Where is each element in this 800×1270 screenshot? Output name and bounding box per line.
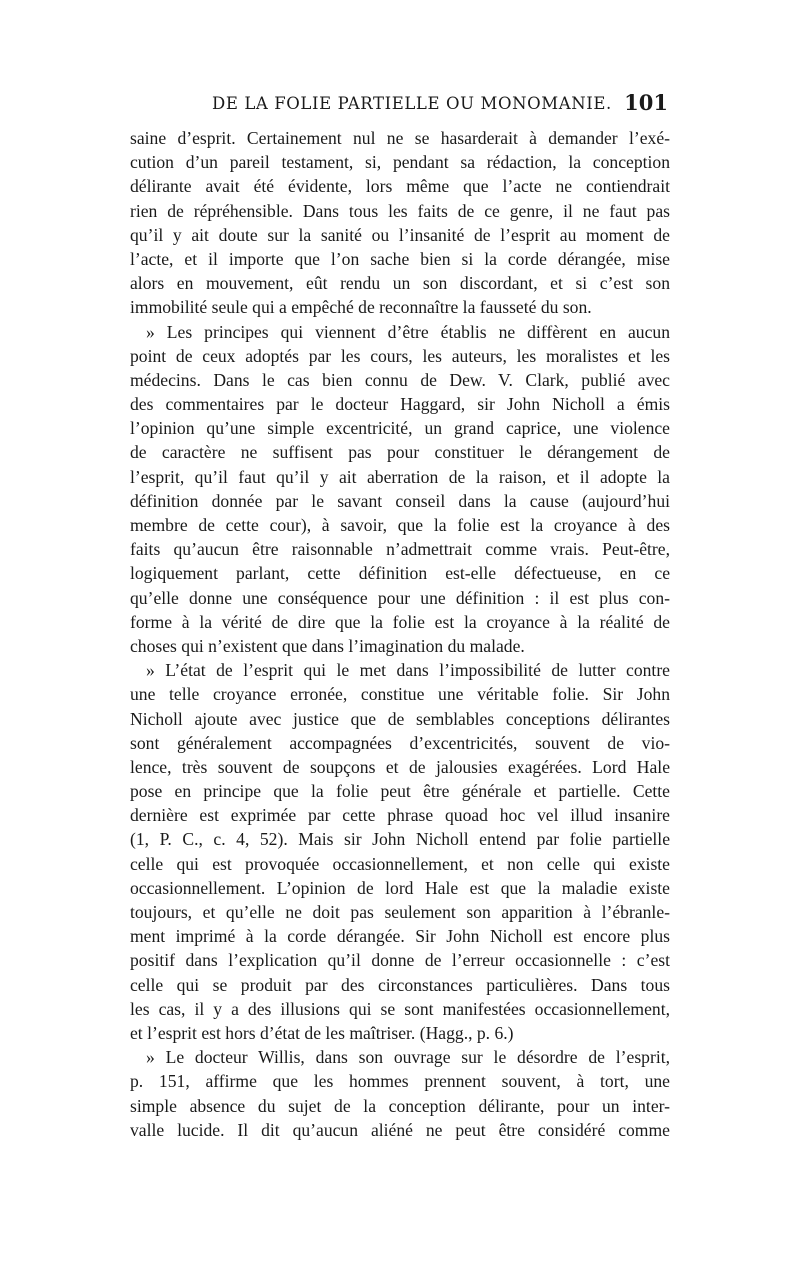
text-line: celle qui est provoquée occasionnellement, et non celle qui existe — [130, 853, 670, 874]
text-line: cution d’un pareil testament, si, pendant sa rédaction, la conception — [130, 152, 670, 173]
text-line: toujours, et qu’elle ne doit pas seulement son apparition à l’ébranle- — [130, 902, 670, 922]
text-line: l’acte, et il importe que l’on sache bien si la corde dérangée, mise — [130, 248, 670, 269]
running-title: DE LA FOLIE PARTIELLE OU MONOMANIE. — [212, 94, 612, 113]
text-line: occasionnellement. L’opinion de lord Hale est que la maladie existe — [130, 877, 670, 898]
text-line: p. 151, affirme que les hommes prennent souvent, à tort, une — [130, 1071, 670, 1092]
text-line: sont généralement accompagnées d’excentricités, souvent de vio- — [130, 732, 670, 753]
text-line: » Le docteur Willis, dans son ouvrage sur le désordre de l’esprit, — [146, 1047, 670, 1068]
text-line: Nicholl ajoute avec justice que de semblables conceptions délirantes — [130, 708, 670, 729]
text-line: immobilité seule qui a empêché de reconnaître la fausseté du son. — [130, 297, 592, 318]
text-line: positif dans l’explication qu’il donne de l’erreur occasionnelle : c’est — [130, 950, 670, 971]
text-line: faits qu’aucun être raisonnable n’admettrait comme vrais. Peut-être, — [130, 539, 670, 560]
text-line: logiquement parlant, cette définition est-elle défectueuse, en ce — [130, 563, 670, 584]
text-line: et l’esprit est hors d’état de les maîtriser. (Hagg., p. 6.) — [130, 1022, 514, 1043]
text-line: dernière est exprimée par cette phrase quoad hoc vel illud insanire — [130, 805, 670, 826]
text-line: pose en principe que la folie peut être générale et partielle. Cette — [130, 781, 670, 802]
text-line: » Les principes qui viennent d’être établis ne diffèrent en aucun — [146, 321, 670, 342]
text-line: simple absence du sujet de la conception délirante, pour un inter- — [130, 1095, 670, 1116]
text-line: qu’il y ait doute sur la sanité ou l’insanité de l’esprit au moment de — [130, 224, 670, 245]
text-line: rien de répréhensible. Dans tous les faits de ce genre, il ne faut pas — [130, 200, 670, 221]
text-line: médecins. Dans le cas bien connu de Dew. V. Clark, publié avec — [130, 369, 670, 390]
text-line: les cas, il y a des illusions qui se sont manifestées occasionnellement, — [130, 998, 670, 1019]
text-line: l’esprit, qu’il faut qu’il y ait aberration de la raison, et il adopte la — [130, 466, 670, 487]
text-line: alors en mouvement, eût rendu un son discordant, et si c’est son — [130, 273, 670, 294]
text-line: ment imprimé à la corde dérangée. Sir John Nicholl est encore plus — [130, 926, 670, 947]
text-line: définition donnée par le savant conseil dans la cause (aujourd’hui — [130, 490, 670, 511]
text-line: de caractère ne suffisent pas pour constituer le dérangement de — [130, 442, 670, 463]
text-line: point de ceux adoptés par les cours, les auteurs, les moralistes et les — [130, 345, 670, 366]
text-line: forme à la vérité de dire que la folie est la croyance à la réalité de — [130, 611, 670, 632]
text-line: membre de cette cour), à savoir, que la folie est la croyance à des — [130, 515, 670, 535]
text-line: » L’état de l’esprit qui le met dans l’impossibilité de lutter contre — [146, 660, 670, 681]
text-line: des commentaires par le docteur Haggard, sir John Nicholl a émis — [130, 394, 670, 415]
text-line: valle lucide. Il dit qu’aucun aliéné ne peut être considéré comme — [130, 1119, 670, 1140]
text-line: délirante avait été évidente, lors même que l’acte ne contiendrait — [130, 176, 670, 197]
text-line: qu’elle donne une conséquence pour une définition : il est plus con- — [130, 587, 670, 608]
body-text — [130, 126, 670, 1142]
running-head — [130, 92, 670, 118]
text-line: (1, P. C., c. 4, 52). Mais sir John Nicholl entend par folie partielle — [130, 829, 670, 850]
text-line: une telle croyance erronée, constitue une véritable folie. Sir John — [130, 684, 670, 705]
text-line: saine d’esprit. Certainement nul ne se hasarderait à demander l’exé- — [130, 128, 670, 148]
text-line: celle qui se produit par des circonstances particulières. Dans tous — [130, 974, 670, 995]
text-line: lence, très souvent de soupçons et de jalousies exagérées. Lord Hale — [130, 756, 670, 777]
text-line: choses qui n’existent que dans l’imagination du malade. — [130, 635, 525, 656]
text-line: l’opinion qu’une simple excentricité, un grand caprice, une violence — [130, 418, 670, 439]
page-number: 101 — [624, 90, 668, 115]
